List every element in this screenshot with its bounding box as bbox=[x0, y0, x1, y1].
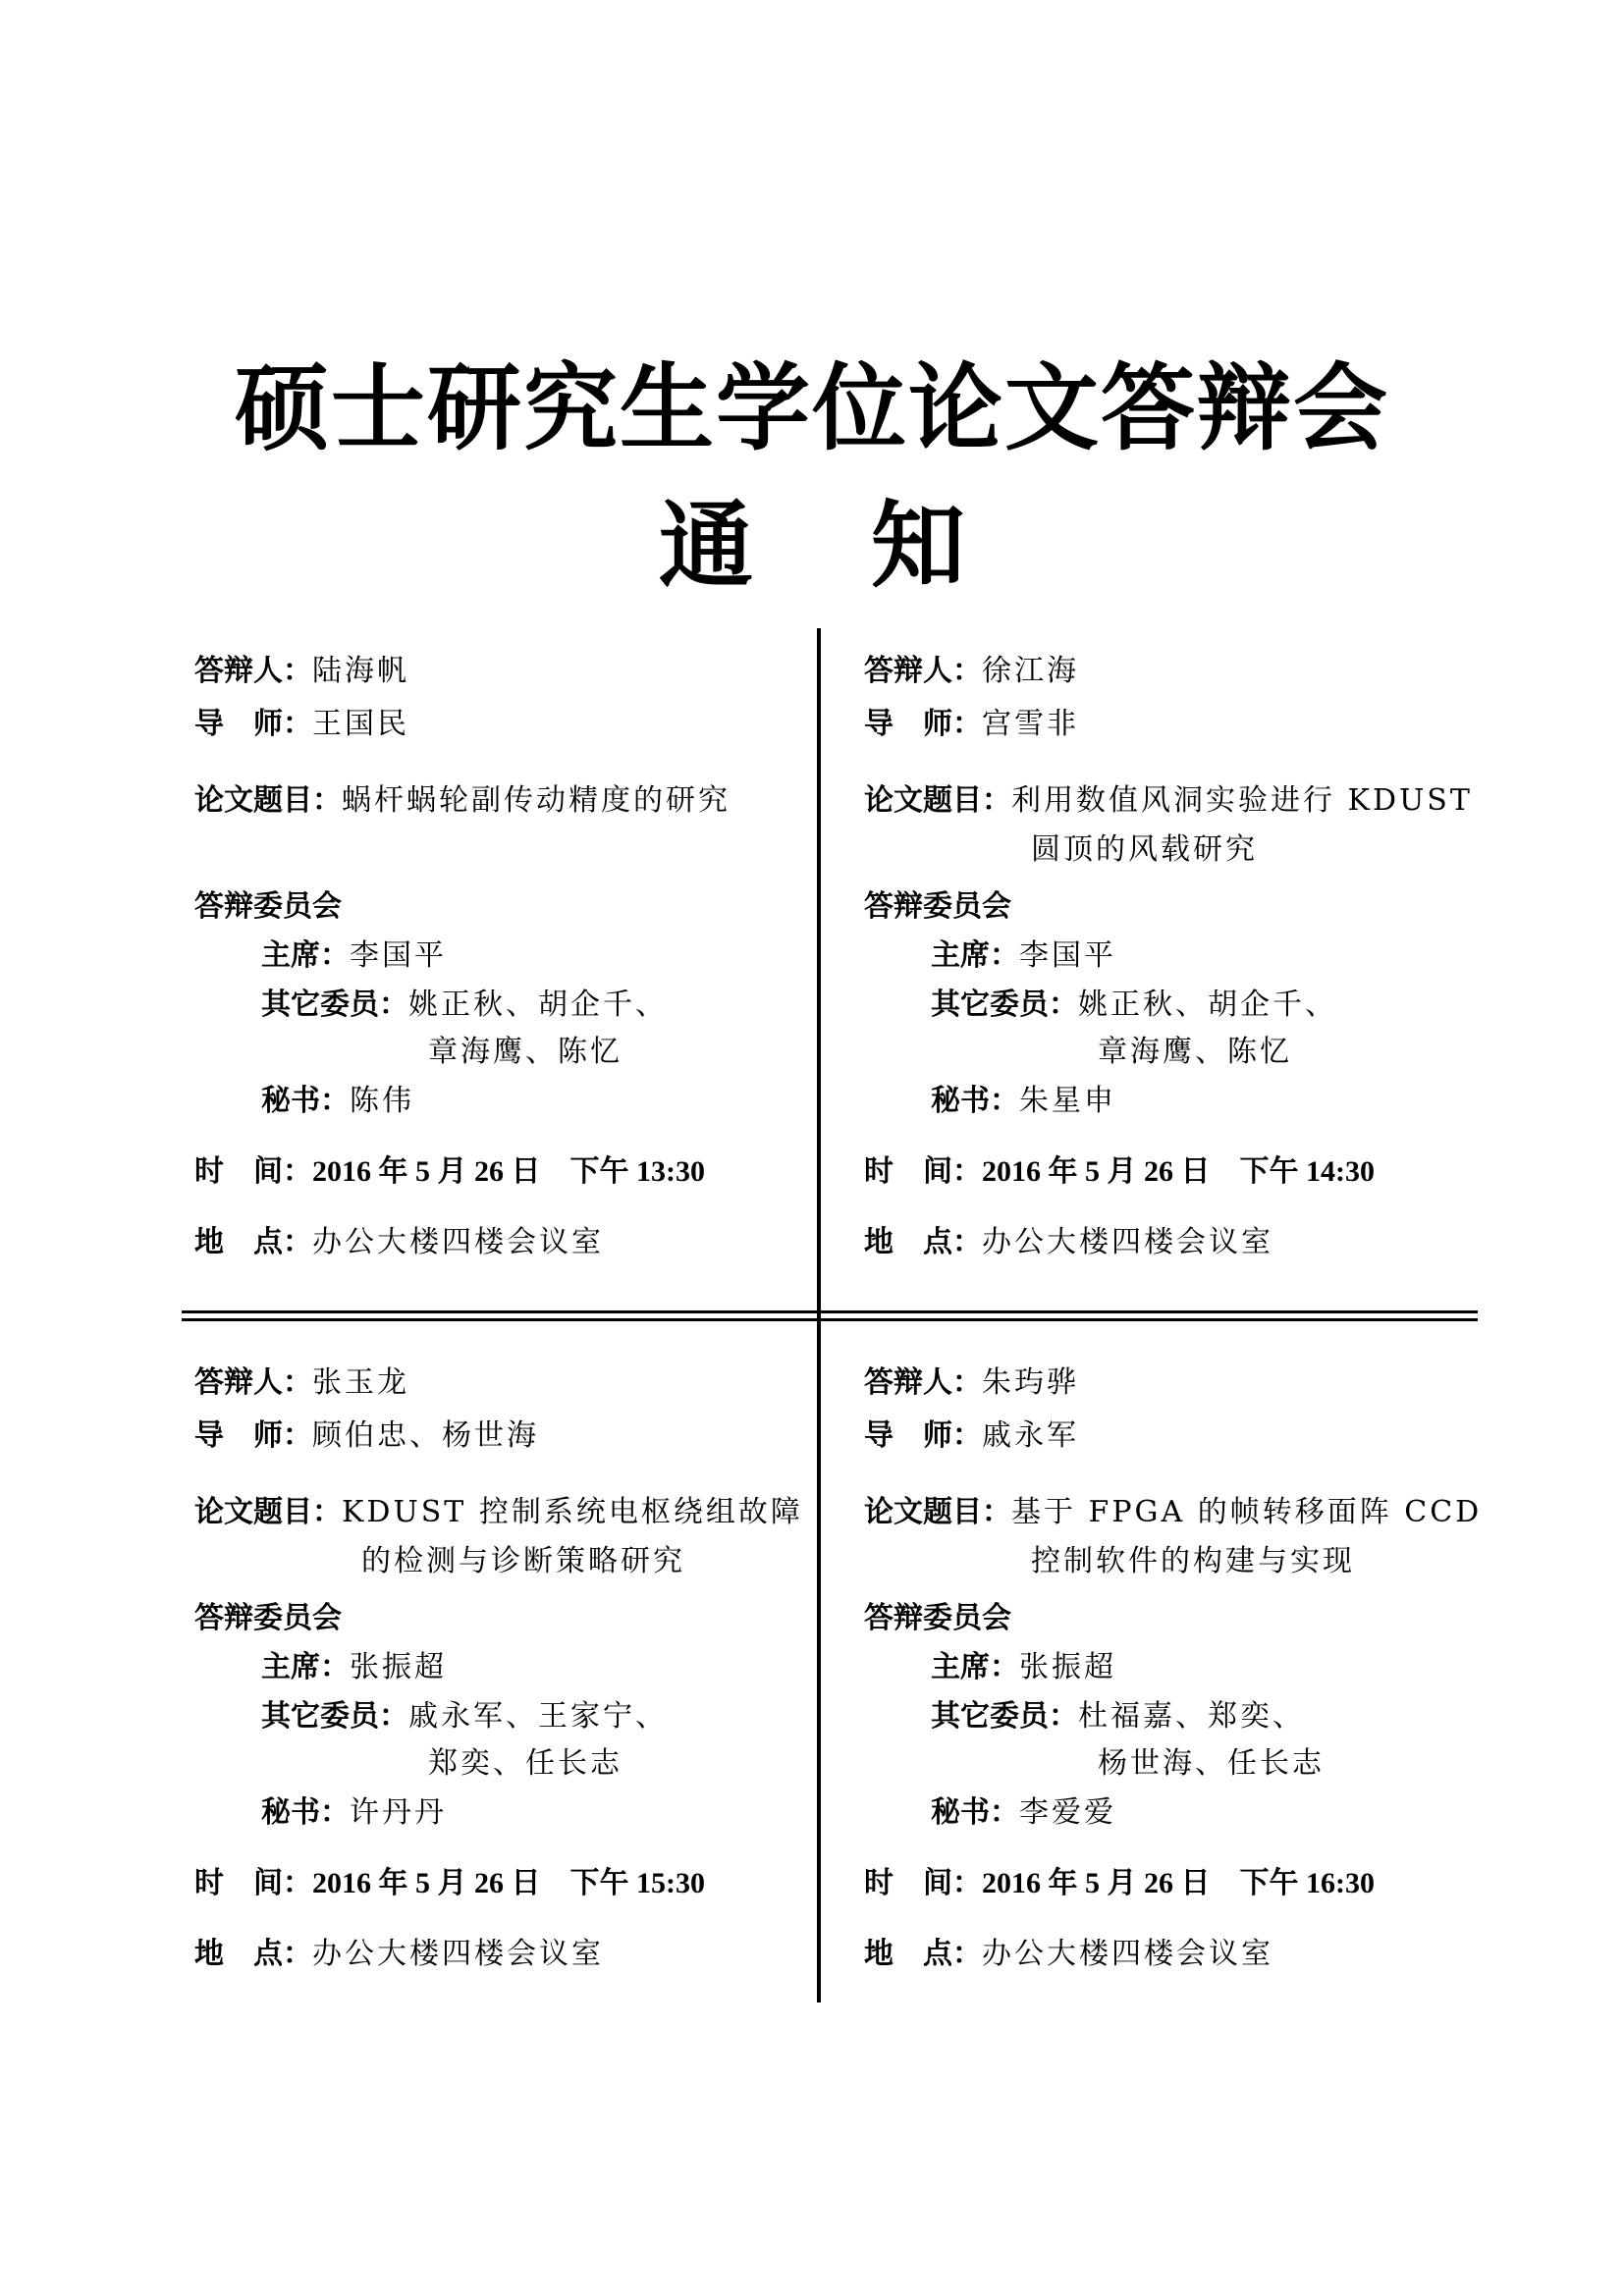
defender-row bbox=[864, 653, 1079, 690]
place-label: 地 点： bbox=[194, 1225, 312, 1259]
place-value: 办公大楼四楼会议室 bbox=[312, 1937, 604, 1971]
time-label: 时 间： bbox=[864, 1154, 982, 1189]
place-value: 办公大楼四楼会议室 bbox=[982, 1225, 1273, 1259]
secretary-label: 秘书： bbox=[261, 1795, 350, 1830]
secretary-label: 秘书： bbox=[261, 1084, 350, 1118]
members-label: 其它委员： bbox=[261, 988, 408, 1022]
place-value: 办公大楼四楼会议室 bbox=[312, 1225, 604, 1259]
place-label: 地 点： bbox=[864, 1937, 982, 1971]
place-row bbox=[864, 1936, 1273, 1973]
time-label: 时 间： bbox=[194, 1154, 312, 1189]
chair-name: 张振超 bbox=[1019, 1650, 1116, 1684]
time-value: 2016 年 5 月 26 日 下午 16:30 bbox=[982, 1867, 1375, 1899]
chair-name: 李国平 bbox=[1019, 938, 1116, 973]
advisor-label: 导 师： bbox=[864, 1418, 982, 1453]
defender-label: 答辩人： bbox=[194, 1365, 312, 1400]
members-line2: 杨世海、任长志 bbox=[1098, 1746, 1325, 1781]
committee-heading bbox=[864, 888, 1011, 926]
advisor-name: 顾伯忠、杨世海 bbox=[312, 1418, 539, 1453]
members-label: 其它委员： bbox=[931, 1699, 1078, 1734]
members-label: 其它委员： bbox=[931, 988, 1078, 1022]
members-row-2 bbox=[428, 1034, 623, 1071]
committee-label: 答辩委员会 bbox=[194, 1601, 342, 1635]
time-label: 时 间： bbox=[864, 1866, 982, 1900]
secretary-row bbox=[931, 1794, 1116, 1832]
thesis-label: 论文题目： bbox=[864, 1495, 1011, 1529]
secretary-name: 许丹丹 bbox=[350, 1795, 447, 1830]
time-value: 2016 年 5 月 26 日 下午 13:30 bbox=[312, 1155, 705, 1188]
secretary-name: 李爱爱 bbox=[1019, 1795, 1116, 1830]
thesis-row bbox=[194, 782, 731, 820]
members-line1: 姚正秋、胡企千、 bbox=[408, 988, 668, 1022]
committee-label: 答辩委员会 bbox=[864, 1601, 1011, 1635]
defender-name: 徐江海 bbox=[982, 654, 1079, 688]
subtitle-char-2: 知 bbox=[871, 490, 965, 601]
thesis-label: 论文题目： bbox=[864, 783, 1011, 818]
advisor-label: 导 师： bbox=[194, 1418, 312, 1453]
page-subtitle bbox=[0, 471, 1624, 606]
defender-name: 张玉龙 bbox=[312, 1365, 409, 1400]
defender-label: 答辩人： bbox=[864, 654, 982, 688]
time-value: 2016 年 5 月 26 日 下午 15:30 bbox=[312, 1867, 705, 1899]
committee-heading bbox=[194, 888, 342, 926]
defender-row bbox=[864, 1364, 1079, 1402]
chair-label: 主席： bbox=[261, 938, 350, 973]
chair-row bbox=[261, 937, 447, 975]
thesis-title-line2: 的检测与诊断策略研究 bbox=[361, 1544, 685, 1578]
members-label: 其它委员： bbox=[261, 1699, 408, 1734]
advisor-label: 导 师： bbox=[864, 707, 982, 741]
thesis-title-line2: 控制软件的构建与实现 bbox=[1031, 1544, 1355, 1578]
committee-heading bbox=[864, 1600, 1011, 1637]
defender-label: 答辩人： bbox=[864, 1365, 982, 1400]
thesis-row bbox=[864, 1494, 1482, 1531]
defender-name: 朱玙骅 bbox=[982, 1365, 1079, 1400]
secretary-name: 陈伟 bbox=[350, 1084, 414, 1118]
members-row bbox=[261, 987, 668, 1024]
members-line1: 杜福嘉、郑奕、 bbox=[1078, 1699, 1305, 1734]
advisor-row bbox=[194, 1417, 539, 1455]
defender-name: 陆海帆 bbox=[312, 654, 409, 688]
secretary-label: 秘书： bbox=[931, 1084, 1019, 1118]
thesis-row-2 bbox=[361, 1543, 685, 1580]
members-row-2 bbox=[1098, 1034, 1292, 1071]
thesis-row-2 bbox=[1031, 1543, 1355, 1580]
time-row bbox=[194, 1153, 705, 1191]
thesis-title-line2: 圆顶的风载研究 bbox=[1031, 832, 1258, 867]
members-line2: 郑奕、任长志 bbox=[428, 1746, 623, 1781]
members-line1: 姚正秋、胡企千、 bbox=[1078, 988, 1337, 1022]
time-row bbox=[864, 1865, 1375, 1902]
advisor-row bbox=[864, 1417, 1079, 1455]
defender-row bbox=[194, 1364, 409, 1402]
vertical-divider bbox=[817, 628, 821, 2002]
place-value: 办公大楼四楼会议室 bbox=[982, 1937, 1273, 1971]
chair-name: 张振超 bbox=[350, 1650, 447, 1684]
advisor-row bbox=[194, 706, 409, 743]
advisor-name: 戚永军 bbox=[982, 1418, 1079, 1453]
chair-row bbox=[261, 1649, 447, 1686]
secretary-name: 朱星申 bbox=[1019, 1084, 1116, 1118]
chair-row bbox=[931, 937, 1116, 975]
chair-label: 主席： bbox=[931, 938, 1019, 973]
members-row bbox=[931, 987, 1337, 1024]
place-row bbox=[194, 1936, 604, 1973]
defender-row bbox=[194, 653, 409, 690]
secretary-label: 秘书： bbox=[931, 1795, 1019, 1830]
members-line2: 章海鹰、陈忆 bbox=[428, 1035, 623, 1069]
thesis-row bbox=[194, 1494, 803, 1531]
thesis-row-2 bbox=[1031, 831, 1258, 869]
horizontal-divider-top bbox=[182, 1310, 1478, 1313]
members-row bbox=[931, 1698, 1305, 1735]
defender-label: 答辩人： bbox=[194, 654, 312, 688]
members-row-2 bbox=[428, 1745, 623, 1783]
secretary-row bbox=[261, 1083, 414, 1120]
page-title: 硕士研究生学位论文答辩会 bbox=[235, 352, 1389, 463]
thesis-label: 论文题目： bbox=[194, 783, 342, 818]
committee-heading bbox=[194, 1600, 342, 1637]
chair-label: 主席： bbox=[261, 1650, 350, 1684]
place-row bbox=[864, 1224, 1273, 1261]
thesis-label: 论文题目： bbox=[194, 1495, 342, 1529]
advisor-label: 导 师： bbox=[194, 707, 312, 741]
advisor-name: 宫雪非 bbox=[982, 707, 1079, 741]
secretary-row bbox=[931, 1083, 1116, 1120]
subtitle-char-1: 通 bbox=[659, 490, 753, 601]
chair-name: 李国平 bbox=[350, 938, 447, 973]
thesis-title-line1: 基于 FPGA 的帧转移面阵 CCD bbox=[1011, 1495, 1483, 1529]
thesis-row bbox=[864, 782, 1473, 820]
time-row bbox=[194, 1865, 705, 1902]
members-row bbox=[261, 1698, 668, 1735]
committee-label: 答辩委员会 bbox=[194, 889, 342, 924]
secretary-row bbox=[261, 1794, 447, 1832]
time-label: 时 间： bbox=[194, 1866, 312, 1900]
thesis-title-line1: 利用数值风洞实验进行 KDUST bbox=[1011, 783, 1473, 818]
thesis-title-line1: KDUST 控制系统电枢绕组故障 bbox=[342, 1495, 803, 1529]
members-row-2 bbox=[1098, 1745, 1325, 1783]
advisor-row bbox=[864, 706, 1079, 743]
chair-label: 主席： bbox=[931, 1650, 1019, 1684]
chair-row bbox=[931, 1649, 1116, 1686]
thesis-title-line1: 蜗杆蜗轮副传动精度的研究 bbox=[342, 783, 731, 818]
committee-label: 答辩委员会 bbox=[864, 889, 1011, 924]
advisor-name: 王国民 bbox=[312, 707, 409, 741]
time-value: 2016 年 5 月 26 日 下午 14:30 bbox=[982, 1155, 1375, 1188]
members-line1: 戚永军、王家宁、 bbox=[408, 1699, 668, 1734]
horizontal-divider-bottom bbox=[182, 1318, 1478, 1321]
time-row bbox=[864, 1153, 1375, 1191]
place-label: 地 点： bbox=[194, 1937, 312, 1971]
members-line2: 章海鹰、陈忆 bbox=[1098, 1035, 1292, 1069]
place-label: 地 点： bbox=[864, 1225, 982, 1259]
place-row bbox=[194, 1224, 604, 1261]
